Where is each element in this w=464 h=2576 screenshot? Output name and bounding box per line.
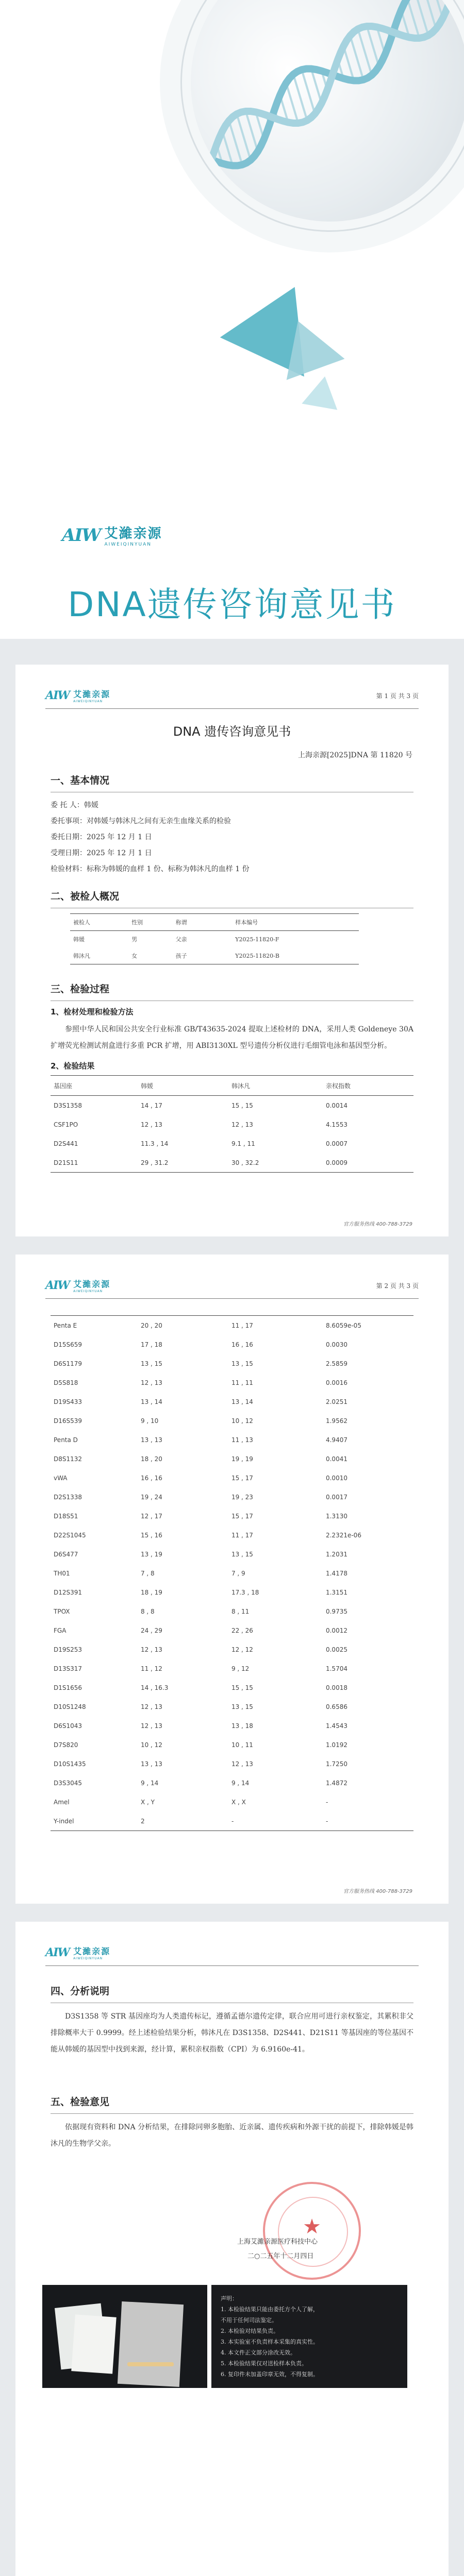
section-title: 五、检验意见: [51, 2096, 110, 2108]
analysis-paragraph: D3S1358 等 STR 基因座均为人类遗传标记，遵循孟德尔遗传定律，联合应用可进行亲权鉴定，其累积非父排除概率大于 0.9999。经上述检验结果分析，韩沐凡在 D3S1358、D2S441、D21S11 等基因座的等位基因不能从韩媛的基因型中找到来源，经计算，累积亲权指数（CPI）为 6.9160e-41。: [51, 2012, 413, 2054]
table-cell: D8S1132: [54, 1455, 82, 1463]
subsection-title: 2、检验结果: [51, 1061, 95, 1071]
table-row: [51, 1487, 413, 1506]
table-cell: 1.4543: [325, 1722, 347, 1730]
table-cell: [217, 947, 232, 964]
table-cell: TH01: [54, 1569, 70, 1577]
table-cell: 8 , 8: [140, 1607, 155, 1615]
table-cell: 19 , 24: [140, 1493, 162, 1501]
table-row: [51, 1678, 413, 1697]
divider: [51, 2113, 413, 2114]
logo-name-cn: 艾濰亲源: [73, 689, 111, 699]
table-row: [70, 947, 359, 964]
table-cell: D2S441: [54, 1140, 78, 1147]
header-logo: [45, 1945, 110, 1960]
logo-mark: AIW: [62, 524, 101, 546]
table-row: [51, 1773, 413, 1792]
section-persons: [51, 889, 413, 964]
section-title: 一、基本情况: [51, 775, 110, 786]
info-client: 委 托 人：韩媛: [51, 801, 98, 809]
table-row: [51, 1096, 413, 1115]
table-cell: D6S1179: [54, 1360, 82, 1367]
logo-name-cn: 艾濰亲源: [104, 526, 162, 541]
section-analysis: [51, 1984, 413, 2058]
table-cell: D21S11: [54, 1159, 78, 1166]
table-cell: 11 , 13: [231, 1436, 253, 1444]
table-header-row: [51, 1076, 413, 1096]
page-footer: 官方服务热线 400-788-3729: [343, 1889, 412, 1894]
table-cell: 1.3130: [325, 1512, 347, 1520]
table-row: [51, 1335, 413, 1354]
table-cell: D6S1043: [54, 1722, 82, 1730]
section-basic-info: [51, 773, 413, 877]
table-row: [51, 1621, 413, 1640]
logo-mark: AIW: [45, 1946, 70, 1959]
info-commission-date: 委托日期：2025 年 12 月 1 日: [51, 833, 152, 841]
table-cell: 韩沐凡: [73, 953, 90, 959]
notice-line: 1. 本检验结果只能由委托方个人了解，: [221, 2306, 319, 2313]
page-header: [45, 1273, 419, 1299]
section-opinion: [51, 2094, 413, 2152]
table-row: [51, 1430, 413, 1449]
persons-table: [70, 913, 359, 964]
table-cell: 0.9735: [325, 1607, 347, 1615]
table-cell: FGA: [54, 1626, 67, 1634]
table-cell: 8.6059e-05: [325, 1321, 361, 1329]
table-row: [51, 1153, 413, 1173]
column-header: 基因座: [54, 1082, 73, 1090]
page-header: [45, 1940, 419, 1966]
table-cell: 17 , 18: [140, 1341, 162, 1348]
table-cell: D18S51: [54, 1512, 78, 1520]
notice-box: [211, 2285, 407, 2388]
table-cell: 1.5704: [325, 1665, 347, 1672]
table-row: [51, 1373, 413, 1392]
table-cell: X , Y: [140, 1798, 155, 1806]
notice-line: 声明：: [221, 2295, 238, 2302]
table-cell: 12 , 13: [140, 1379, 162, 1386]
info-accept-date: 受理日期：2025 年 12 月 1 日: [51, 849, 152, 857]
table-cell: 7 , 9: [231, 1569, 245, 1577]
table-cell: D12S391: [54, 1588, 82, 1596]
cover-page: [0, 0, 464, 639]
section-title: 四、分析说明: [51, 1986, 110, 1997]
table-cell: 13 , 15: [140, 1360, 162, 1367]
report-page-3: [15, 1922, 449, 2576]
section-title: 二、被检人概况: [51, 891, 120, 902]
table-header-row: [70, 914, 359, 931]
table-cell: 10 , 11: [231, 1741, 253, 1749]
table-cell: 4.1553: [325, 1121, 347, 1128]
section-process: [51, 981, 413, 1173]
table-row: [51, 1564, 413, 1583]
table-cell: D2S1338: [54, 1493, 82, 1501]
logo-name-en: AIWEIQINYUAN: [73, 1957, 103, 1960]
table-row: [51, 1735, 413, 1754]
table-cell: 13 , 18: [231, 1722, 253, 1730]
table-cell: Y-indel: [54, 1817, 74, 1825]
notice-line: 不用于任何司法鉴定。: [221, 2317, 277, 2324]
table-cell: Y2025-11820-F: [235, 936, 279, 943]
table-cell: 2.0251: [325, 1398, 347, 1405]
opinion-paragraph: 依据现有资料和 DNA 分析结果，在排除同卵多胞胎、近亲属、遗传疾病和外源干扰的前提下，排除韩媛是韩沐凡的生物学父亲。: [51, 2123, 413, 2148]
table-cell: 1.0192: [325, 1741, 347, 1749]
column-header: 样本编号: [235, 919, 258, 926]
page-header: [45, 683, 419, 709]
table-cell: 9.1 , 11: [231, 1140, 255, 1147]
results-table: [51, 1315, 413, 1831]
table-cell: D13S317: [54, 1665, 82, 1672]
table-cell: CSF1PO: [54, 1121, 78, 1128]
table-cell: 2.5859: [325, 1360, 347, 1367]
document-title: DNA 遗传咨询意见书: [173, 724, 291, 739]
table-row: [51, 1545, 413, 1564]
cover-logo: [62, 523, 162, 547]
table-cell: 13 , 13: [140, 1760, 162, 1768]
table-cell: 1.3151: [325, 1588, 347, 1596]
table-cell: 12 , 13: [140, 1703, 162, 1710]
table-row: [51, 1134, 413, 1153]
logo-name-en: AIWEIQINYUAN: [73, 700, 103, 703]
column-header: 性别: [131, 919, 143, 926]
cover-decor-triangle: [302, 373, 342, 410]
table-cell: 20 , 20: [140, 1321, 162, 1329]
report-page-2: [15, 1255, 449, 1904]
table-cell: D19S253: [54, 1646, 82, 1653]
table-cell: 13 , 14: [140, 1398, 162, 1405]
table-cell: 12 , 13: [231, 1121, 253, 1128]
table-cell: D3S3045: [54, 1779, 82, 1787]
notice-line: 6. 复印件未加盖印章无效，不得复制。: [221, 2371, 319, 2378]
table-cell: 2: [140, 1817, 145, 1825]
table-cell: 11 , 17: [231, 1321, 253, 1329]
table-cell: D19S433: [54, 1398, 82, 1405]
table-cell: 30 , 32.2: [231, 1159, 259, 1166]
table-cell: 11 , 17: [231, 1531, 253, 1539]
table-cell: D5S818: [54, 1379, 78, 1386]
table-cell: 18 , 20: [140, 1455, 162, 1463]
table-cell: X , X: [231, 1798, 246, 1806]
table-cell: 0.0007: [325, 1140, 347, 1147]
table-cell: 0.0016: [325, 1379, 347, 1386]
table-cell: 0.0041: [325, 1455, 347, 1463]
table-cell: D7S820: [54, 1741, 78, 1749]
table-cell: D10S1435: [54, 1760, 86, 1768]
table-cell: 韩媛: [73, 936, 85, 943]
table-row: [51, 1697, 413, 1716]
table-cell: 11 , 11: [231, 1379, 253, 1386]
table-cell: Amel: [54, 1798, 70, 1806]
cover-title: DNA遗传咨询意见书: [68, 585, 396, 624]
results-table: [51, 1075, 413, 1173]
table-cell: 13 , 19: [140, 1550, 162, 1558]
table-row: [51, 1526, 413, 1545]
table-cell: 8 , 11: [231, 1607, 250, 1615]
subsection-title: 1、检材处理和检验方法: [51, 1007, 134, 1016]
table-row: [70, 931, 359, 948]
table-cell: 0.6586: [325, 1703, 347, 1710]
table-cell: 0.0025: [325, 1646, 347, 1653]
table-cell: 0.0010: [325, 1474, 347, 1482]
table-cell: 孩子: [175, 953, 187, 959]
table-cell: 0.0030: [325, 1341, 347, 1348]
table-cell: D3S1358: [54, 1101, 82, 1109]
table-cell: 15 , 17: [231, 1512, 253, 1520]
table-cell: 女: [131, 953, 138, 959]
table-row: [51, 1354, 413, 1373]
table-cell: 16 , 16: [140, 1474, 162, 1482]
table-row: [51, 1792, 413, 1811]
table-cell: -: [325, 1798, 328, 1806]
table-cell: 15 , 16: [140, 1531, 162, 1539]
table-cell: 父亲: [175, 936, 187, 943]
table-cell: 12 , 13: [140, 1722, 162, 1730]
logo-mark: AIW: [45, 1279, 70, 1292]
table-cell: D6S477: [54, 1550, 78, 1558]
column-header: 被检人: [73, 919, 90, 926]
table-cell: 12 , 13: [140, 1121, 162, 1128]
logo-name-en: AIWEIQINYUAN: [104, 542, 152, 547]
table-cell: 22 , 26: [231, 1626, 253, 1634]
table-cell: 19 , 23: [231, 1493, 253, 1501]
table-cell: 1.4178: [325, 1569, 347, 1577]
table-cell: 14 , 17: [140, 1101, 162, 1109]
table-row: [51, 1506, 413, 1526]
table-row: [51, 1716, 413, 1735]
column-header: 亲权指数: [325, 1082, 351, 1090]
table-row: [51, 1659, 413, 1678]
report-page-1: [15, 665, 449, 1236]
table-cell: 4.9407: [325, 1436, 347, 1444]
table-cell: 9 , 14: [231, 1779, 250, 1787]
table-cell: 12 , 13: [231, 1760, 253, 1768]
table-row: [51, 1411, 413, 1430]
notice-line: 4. 本文件正文部分涂改无效。: [221, 2349, 296, 2356]
column-header: 称谓: [175, 919, 187, 926]
table-row: [51, 1449, 413, 1468]
table-cell: 1.9562: [325, 1417, 347, 1425]
table-cell: D15S659: [54, 1341, 82, 1348]
table-cell: 1.4872: [325, 1779, 347, 1787]
table-cell: 12 , 17: [140, 1512, 162, 1520]
table-cell: 9 , 10: [140, 1417, 159, 1425]
page-footer: 官方服务热线 400-788-3729: [343, 1222, 412, 1227]
table-cell: 13 , 15: [231, 1360, 253, 1367]
notice-line: 3. 本实验室不负责样本采集的真实性。: [221, 2338, 319, 2345]
table-cell: 0.0009: [325, 1159, 347, 1166]
table-cell: 1.7250: [325, 1760, 347, 1768]
table-cell: vWA: [54, 1474, 68, 1482]
table-row: [51, 1754, 413, 1773]
table-row: [51, 1640, 413, 1659]
table-cell: D1S1656: [54, 1684, 82, 1691]
section-title: 三、检验过程: [51, 984, 110, 995]
table-row: [51, 1811, 413, 1831]
table-cell: 18 , 19: [140, 1588, 162, 1596]
notice-line: 2. 本检验对结果负责。: [221, 2328, 279, 2334]
table-cell: -: [231, 1817, 234, 1825]
table-cell: D16S539: [54, 1417, 82, 1425]
table-cell: 9 , 12: [231, 1665, 250, 1672]
header-logo: [45, 1278, 110, 1293]
page-number: 第 1 页 共 3 页: [376, 692, 419, 700]
table-cell: Y2025-11820-B: [235, 952, 279, 959]
table-cell: 24 , 29: [140, 1626, 162, 1634]
results-continued: [51, 1315, 413, 1831]
logo-name-cn: 艾濰亲源: [73, 1946, 111, 1956]
signing-organization: 上海艾濰亲源医疗科技中心: [237, 2238, 318, 2246]
table-cell: D10S1248: [54, 1703, 86, 1710]
table-row: [51, 1468, 413, 1487]
table-cell: Penta D: [54, 1436, 78, 1444]
table-cell: TPOX: [54, 1607, 70, 1615]
logo-mark: AIW: [45, 689, 70, 702]
table-row: [51, 1316, 413, 1335]
table-cell: 15 , 17: [231, 1474, 253, 1482]
method-paragraph: 参照中华人民和国公共安全行业标准 GB/T43635-2024 提取上述检材的 DNA，采用人类 Goldeneye 30A 扩增荧光检测试剂盒进行多重 PCR 扩增，用 ABI3130XL 型号遗传分析仪进行毛细管电泳和基因型分析。: [51, 1025, 413, 1050]
table-cell: 19 , 19: [231, 1455, 253, 1463]
table-cell: 13 , 13: [140, 1436, 162, 1444]
table-cell: 13 , 14: [231, 1398, 253, 1405]
column-header: [217, 914, 232, 931]
table-row: [51, 1392, 413, 1411]
table-cell: D22S1045: [54, 1531, 86, 1539]
table-cell: 14 , 16.3: [140, 1684, 169, 1691]
table-cell: 0.0014: [325, 1101, 347, 1109]
table-cell: 11.3 , 14: [140, 1140, 169, 1147]
info-matter: 委托事项：对韩媛与韩沐凡之间有无亲生血缘关系的检验: [51, 817, 231, 825]
table-cell: 0.0018: [325, 1684, 347, 1691]
column-header: 韩沐凡: [231, 1082, 250, 1090]
table-cell: 29 , 31.2: [140, 1159, 169, 1166]
table-row: [51, 1115, 413, 1134]
table-cell: 16 , 16: [231, 1341, 253, 1348]
info-material: 检验材料：标称为韩媛的血样 1 份、标称为韩沐凡的血样 1 份: [51, 865, 250, 873]
signing-date: 二○二五年十二月四日: [247, 2252, 314, 2260]
seal-star-icon: ★: [303, 2215, 321, 2239]
case-number: 上海亲源[2025]DNA 第 11820 号: [297, 751, 412, 759]
table-cell: 12 , 13: [140, 1646, 162, 1653]
table-cell: 13 , 15: [231, 1703, 253, 1710]
table-cell: 15 , 15: [231, 1684, 253, 1691]
header-logo: [45, 688, 110, 703]
table-cell: 2.2321e-06: [325, 1531, 361, 1539]
logo-name-cn: 艾濰亲源: [73, 1279, 111, 1289]
table-cell: 15 , 15: [231, 1101, 253, 1109]
table-cell: 17.3 , 18: [231, 1588, 259, 1596]
table-row: [51, 1602, 413, 1621]
table-cell: Penta E: [54, 1321, 77, 1329]
sample-photo: [42, 2285, 207, 2388]
table-cell: 12 , 12: [231, 1646, 253, 1653]
notice-line: 5. 本检验结果仅对送检样本负责。: [221, 2360, 307, 2367]
column-header: 韩媛: [140, 1082, 153, 1090]
table-cell: 11 , 12: [140, 1665, 162, 1672]
table-cell: 9 , 14: [140, 1779, 159, 1787]
table-cell: 7 , 8: [140, 1569, 155, 1577]
table-cell: 0.0017: [325, 1493, 347, 1501]
table-cell: -: [325, 1817, 328, 1825]
logo-name-en: AIWEIQINYUAN: [73, 1290, 103, 1293]
table-row: [51, 1583, 413, 1602]
table-cell: 男: [131, 936, 138, 943]
table-cell: 10 , 12: [231, 1417, 253, 1425]
official-seal: [263, 2182, 361, 2280]
table-cell: 0.0012: [325, 1626, 347, 1634]
table-cell: 10 , 12: [140, 1741, 162, 1749]
table-cell: 13 , 15: [231, 1550, 253, 1558]
page-number: 第 2 页 共 3 页: [376, 1282, 419, 1290]
table-cell: 1.2031: [325, 1550, 347, 1558]
table-cell: [217, 931, 232, 948]
